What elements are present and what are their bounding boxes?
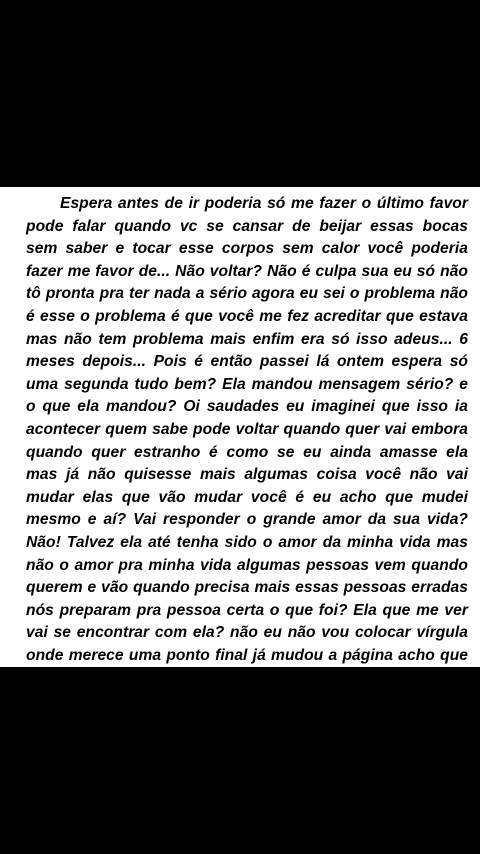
top-black-area [0,0,480,187]
post-text: Espera antes de ir poderia só me fazer o último favor pode falar quando vc se cansar de beijar essas bocas sem saber e tocar esse corpos sem calor você poderia fazer me favor de... Não voltar? Não é culpa sua eu só não tô pronta pra ter nada a sério agora eu sei o problema não é esse o problema é que você me fez acreditar que estava mas não tem problema mais enfim era só isso adeus... 6 meses depois... Pois é então passei lá ontem espera só uma segunda tudo bem? Ela mandou mensagem sério? e o que ela mandou? Oi saudades eu imaginei que isso ia acontecer quem sabe pode voltar quando quer vai embora quando quer estranho é como se eu ainda amasse ela mas já não quisesse mais algumas coisa você não vai mudar elas que vão mudar você é eu acho que mudei mesmo e aí? Vai responder o grande amor da sua vida? Não! Talvez ela até tenha sido o amor da minha vida mas não o amor pra minha vida algumas pessoas vem quando querem e vão quando precisa mais essas pessoas erradas nós preparam pra pessoa certa o que foi? Ela que me ver vai se encontrar com ela? não eu não vou colocar vírgula onde merece uma ponto final já mudou a página acho que [26,195,468,664]
text-card [0,187,480,667]
bottom-black-area [0,667,480,854]
